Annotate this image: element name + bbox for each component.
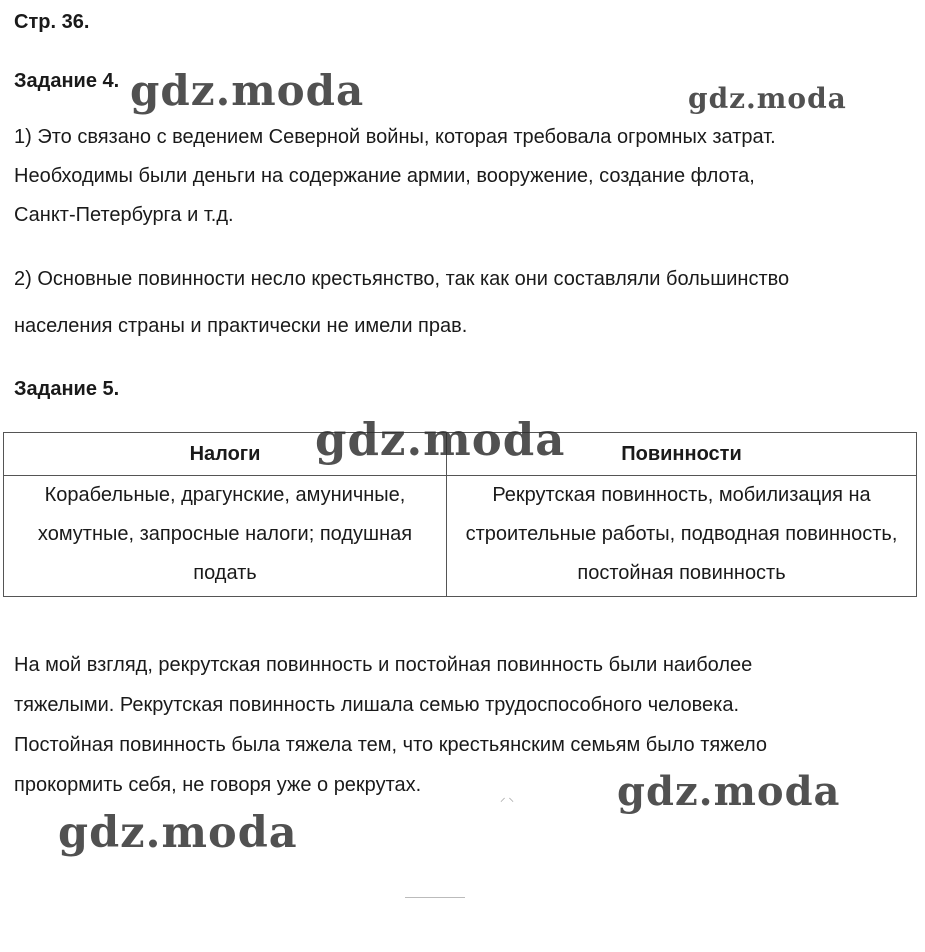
text-line: Необходимы были деньги на содержание армии, вооружение, создание флота, xyxy=(14,165,755,187)
page-label: Стр. 36. xyxy=(14,11,90,33)
watermark-logo: gdz.moda xyxy=(688,82,847,115)
text-line: прокормить себя, не говоря уже о рекрутах. xyxy=(14,774,422,796)
table-row xyxy=(4,476,917,597)
text-line: 1) Это связано с ведением Северной войны, которая требовала огромных затрат. xyxy=(14,126,776,148)
text-line: Санкт-Петербурга и т.д. xyxy=(14,204,234,226)
scribble-line xyxy=(405,897,465,898)
task4-paragraph-2 xyxy=(14,256,914,350)
task5-heading: Задание 5. xyxy=(14,378,120,400)
watermark-logo: gdz.moda xyxy=(130,66,365,115)
watermark-logo: gdz.moda xyxy=(617,768,841,815)
table-header-taxes: Налоги xyxy=(4,433,447,476)
table-header-duties: Повинности xyxy=(447,433,917,476)
watermark-logo: gdz.moda xyxy=(58,808,298,858)
text-line: На мой взгляд, рекрутская повинность и постойная повинность были наиболее xyxy=(14,654,753,676)
task4-heading: Задание 4. xyxy=(14,70,120,92)
watermark-logo: gdz.moda xyxy=(315,413,566,466)
text-line: тяжелыми. Рекрутская повинность лишала семью трудоспособного человека. xyxy=(14,694,740,716)
table-cell-taxes: Корабельные, драгунские, амуничные, хомутные, запросные налоги; подушная подать xyxy=(4,476,447,597)
table-cell-duties: Рекрутская повинность, мобилизация на строительные работы, подводная повинность, постойная повинность xyxy=(447,476,917,597)
scribble-mark: ⸝ ⸜ xyxy=(500,792,515,804)
text-line: населения страны и практически не имели прав. xyxy=(14,315,468,337)
text-line: Постойная повинность была тяжела тем, что крестьянским семьям было тяжело xyxy=(14,734,768,756)
task4-paragraph-1 xyxy=(14,118,914,235)
text-line: 2) Основные повинности несло крестьянство, так как они составляли большинство xyxy=(14,268,790,290)
